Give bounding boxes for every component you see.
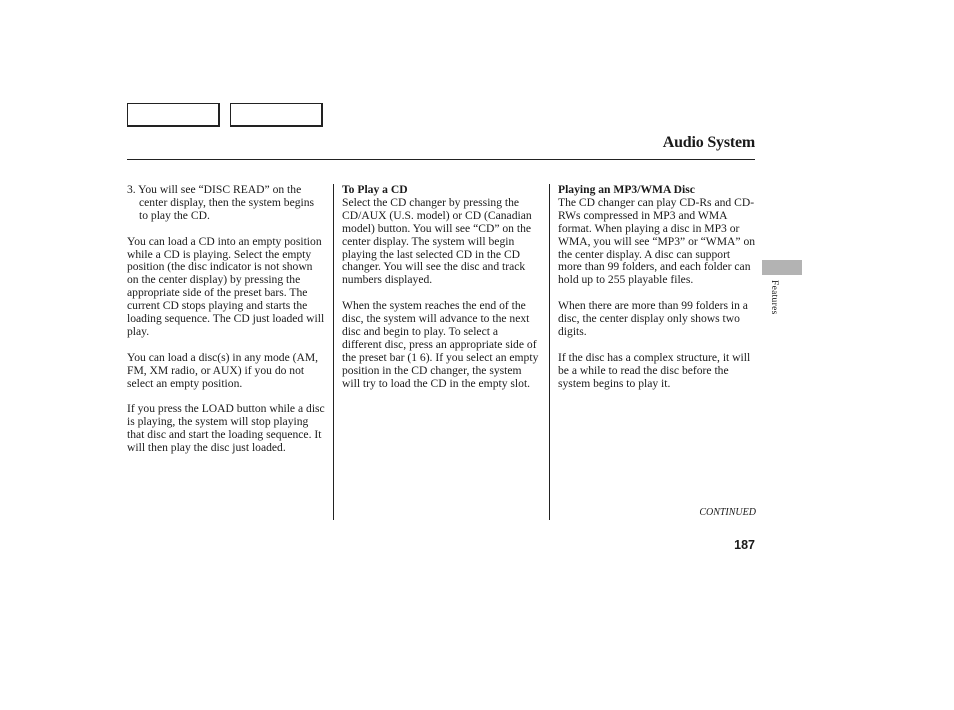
- text-column-2: [342, 184, 540, 403]
- paragraph: Select the CD changer by pressing the CD/AUX (U.S. model) or CD (Canadian model) button. You will see “CD” on the center display. The system will begin playing the last selected CD in the CD changer. You will see the disc and track numbers displayed.: [342, 195, 532, 287]
- section-heading: Playing an MP3/WMA Disc: [558, 183, 695, 196]
- page-title: Audio System: [662, 134, 755, 151]
- nav-box-left: [127, 103, 220, 127]
- header-rule: [127, 159, 755, 160]
- page-number: 187: [734, 538, 755, 552]
- text-column-3: [558, 184, 756, 403]
- section-tab-marker: [762, 260, 802, 275]
- paragraph: You can load a disc(s) in any mode (AM, FM, XM radio, or AUX) if you do not select an empty position.: [127, 350, 319, 390]
- paragraph: You can load a CD into an empty position while a CD is playing. Select the empty position (the disc indicator is not shown on the center display) by pressing the appropriate side of the preset bars. The current CD stops playing and starts the loading sequence. The CD just loaded will play.: [127, 234, 325, 338]
- paragraph: The CD changer can play CD-Rs and CD-RWs compressed in MP3 and WMA format. When playing a disc in MP3 or WMA, you will see “MP3” or “WMA” on the center display. A disc can support more than 99 folders, and each folder can hold up to 255 playable files.: [558, 195, 756, 287]
- column-divider: [333, 184, 334, 520]
- paragraph: If the disc has a complex structure, it will be a while to read the disc before the system begins to play it.: [558, 350, 751, 390]
- section-tab-label: Features: [769, 280, 779, 315]
- continued-note: CONTINUED: [699, 507, 756, 518]
- text-column-1: [127, 184, 325, 468]
- step-3-text: 3. You will see “DISC READ” on the center display, then the system begins to play the CD.: [127, 183, 315, 222]
- paragraph: When the system reaches the end of the disc, the system will advance to the next disc and begin to play. To select a different disc, press an appropriate side of the preset bar (1 6). If you select an empty position in the CD changer, the system will try to load the CD in the empty slot.: [342, 299, 539, 390]
- paragraph: If you press the LOAD button while a disc is playing, the system will stop playing that disc and start the loading sequence. It will then play the disc just loaded.: [127, 402, 325, 455]
- nav-box-right: [230, 103, 323, 127]
- column-divider: [549, 184, 550, 520]
- paragraph: When there are more than 99 folders in a disc, the center display only shows two digits.: [558, 299, 748, 338]
- section-heading: To Play a CD: [342, 183, 408, 196]
